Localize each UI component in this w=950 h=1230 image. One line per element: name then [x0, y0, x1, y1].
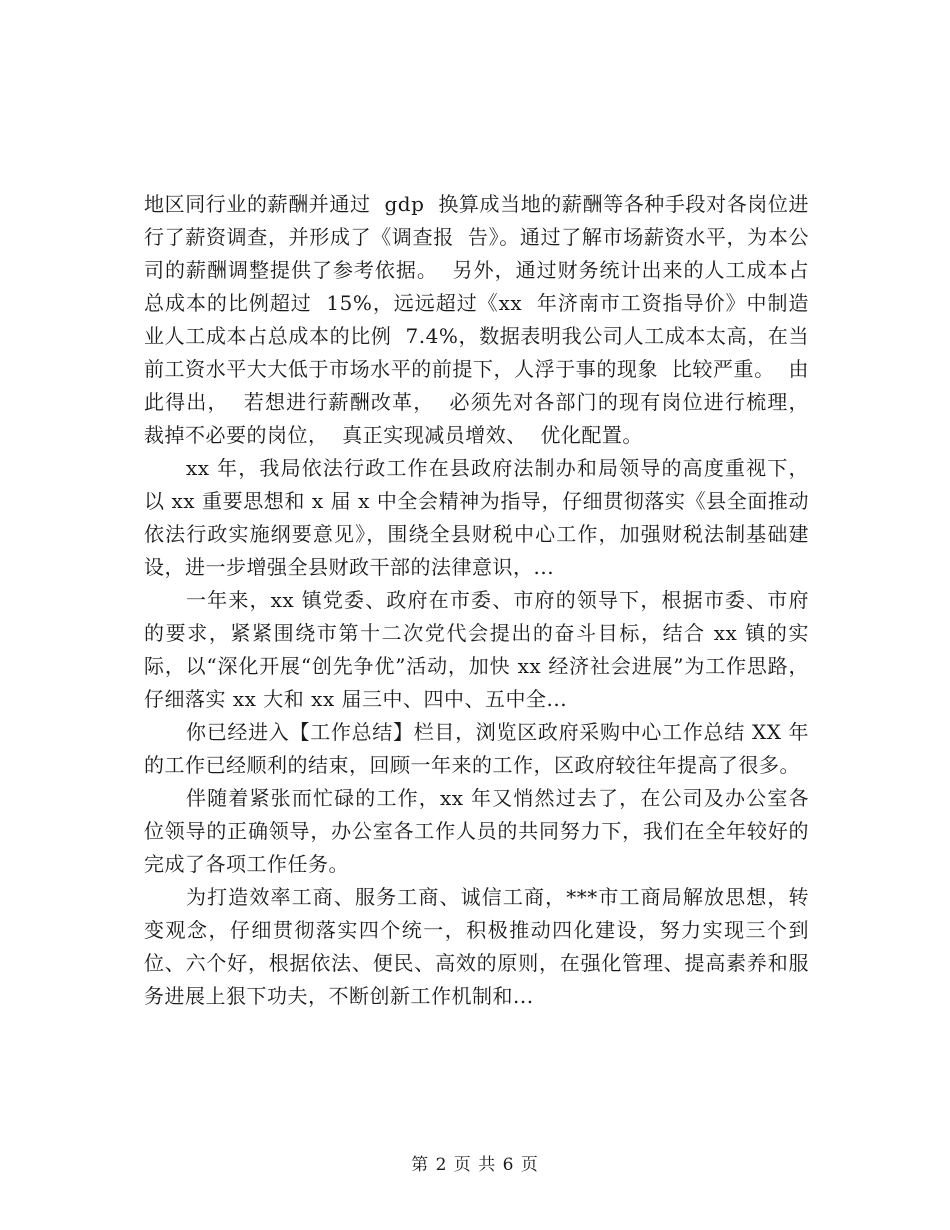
paragraph: 你已经进入【工作总结】栏目，浏览区政府采购中心工作总结 XX 年的工作已经顺利的结束，回顾一年来的工作，区政府较往年提高了很多。 — [144, 720, 809, 777]
paragraph: 一年来，xx 镇党委、政府在市委、市府的领导下，根据市委、市府的要求，紧紧围绕市第十二次党代会提出的奋斗目标，结合 xx 镇的实际，以“深化开展“创先争优”活动，加快 xx 经济社会进展”为工作思路，仔细落实 xx 大和 xx 届三中、四中、五中全... — [144, 588, 809, 711]
page-number-footer: 第 2 页 共 6 页 — [411, 1155, 539, 1175]
paragraph: xx 年，我局依法行政工作在县政府法制办和局领导的高度重视下，以 xx 重要思想和 x 届 x 中全会精神为指导，仔细贯彻落实《县全面推动依法行政实施纲要意见》，围绕全县财税中心工作，加强财税法制基础建设，进一步增强全县财政干部的法律意识，... — [144, 456, 809, 579]
paragraph: 伴随着紧张而忙碌的工作，xx 年又悄然过去了，在公司及办公室各位领导的正确领导，办公室各工作人员的共同努力下，我们在全年较好的完成了各项工作任务。 — [144, 786, 809, 876]
paragraph: 为打造效率工商、服务工商、诚信工商，***市工商局解放思想，转变观念，仔细贯彻落实四个统一，积极推动四化建设，努力实现三个到位、六个好，根据依法、便民、高效的原则，在强化管理、提高素养和服务进展上狠下功夫，不断创新工作机制和... — [144, 885, 809, 1008]
paragraph-continuation: 地区同行业的薪酬并通过 gdp 换算成当地的薪酬等各种手段对各岗位进行了薪资调查，并形成了《调查报 告》。通过了解市场薪资水平，为本公司的薪酬调整提供了参考依据。 另外，通过财务统计出来的人工成本占总成本的比例超过 15%，远远超过《xx 年济南市工资指导价》中制造业人工成本占总成本的比例 7.4%，数据表明我公司人工成本太高，在当前工资水平大大低于市场水平的前提下，人浮于事的现象 比较严重。 由此得出， 若想进行薪酬改革， 必须先对各部门的现有岗位进行梳理， 裁掉不必要的岗位， 真正实现减员增效、 优化配置。 — [144, 192, 823, 447]
document-body — [144, 188, 823, 1013]
